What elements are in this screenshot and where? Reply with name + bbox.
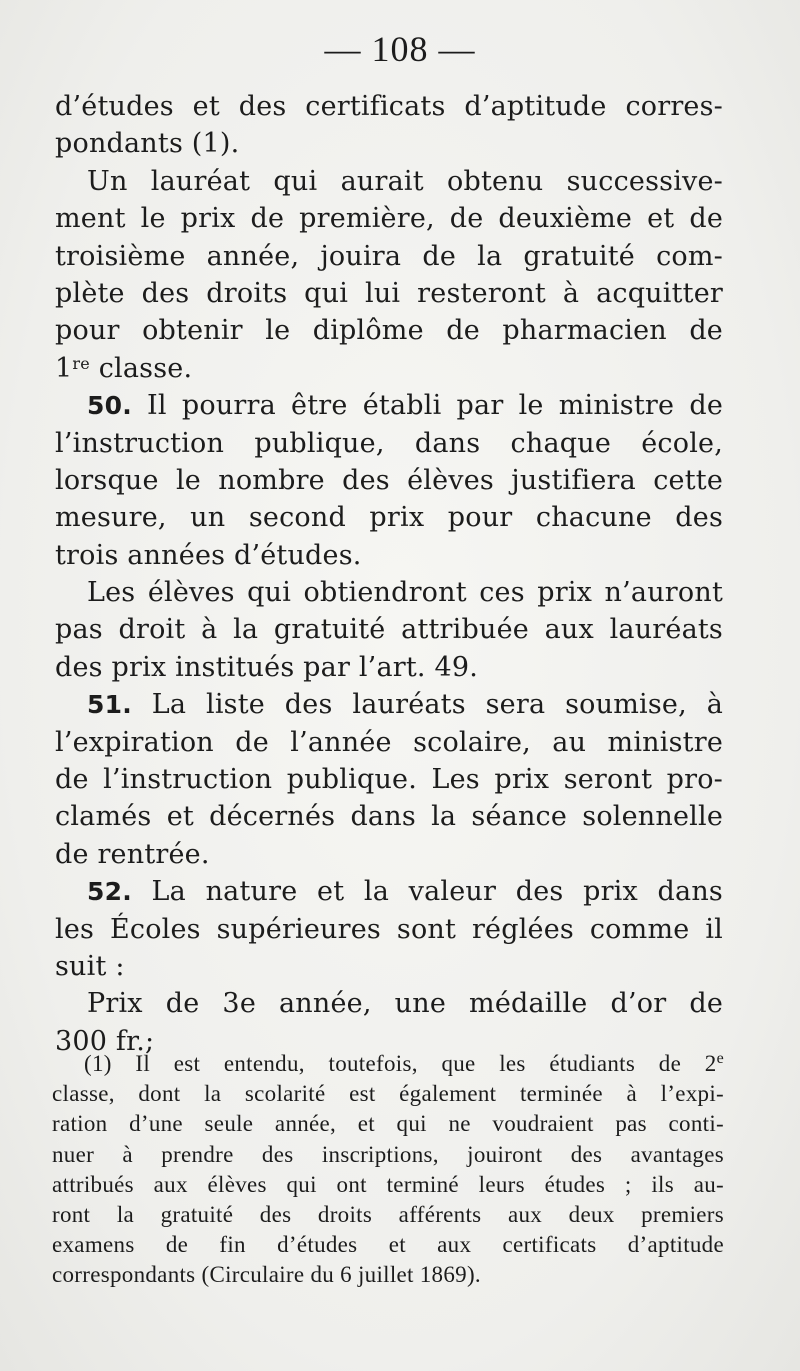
text-fragment: Il pourra être établi par le ministre de bbox=[131, 390, 723, 422]
text-line: pas droit à la gratuité attribuée aux lauréats bbox=[55, 614, 723, 646]
text-fragment: (1) Il est entendu, toutefois, que les étudiants de 2 bbox=[84, 1051, 717, 1076]
text-line: des prix institués par l’art. 49. bbox=[55, 651, 479, 683]
text-line: suit : bbox=[55, 950, 125, 982]
text-line: pondants (1). bbox=[55, 128, 240, 160]
text-line: de rentrée. bbox=[55, 838, 210, 870]
text-line: d’études et des certificats d’aptitude corres- bbox=[55, 91, 723, 122]
article-50-line bbox=[55, 387, 723, 424]
footnote-line: examens de fin d’études et aux certificats d’aptitude bbox=[52, 1232, 724, 1258]
text-line: troisième année, jouira de la gratuité com- bbox=[55, 240, 723, 272]
text-line: lorsque le nombre des élèves justifiera cette bbox=[55, 464, 723, 496]
footnote-line: correspondants (Circulaire du 6 juillet 1869). bbox=[52, 1262, 481, 1288]
article-51-line bbox=[55, 686, 723, 723]
footnote-line: ration d’une seule année, et qui ne voudraient pas conti- bbox=[52, 1111, 724, 1137]
text-line: l’instruction publique, dans chaque école, bbox=[55, 427, 723, 459]
paragraph-first-line: Prix de 3e année, une médaille d’or de bbox=[87, 988, 723, 1020]
text-line: clamés et décernés dans la séance solennelle bbox=[55, 801, 723, 833]
article-number: 52. bbox=[87, 877, 132, 907]
footnote-line: attribués aux élèves qui ont terminé leurs études ; ils au- bbox=[52, 1171, 724, 1197]
main-text bbox=[55, 88, 723, 1060]
text-line: de l’instruction publique. Les prix seront pro- bbox=[55, 764, 723, 796]
footnote bbox=[52, 1049, 724, 1291]
paragraph-first-line: Un lauréat qui aurait obtenu successive- bbox=[87, 165, 723, 197]
ordinal-superscript: e bbox=[716, 1050, 724, 1067]
ordinal-number: 1 bbox=[55, 352, 73, 384]
footnote-line: classe, dont la scolarité est également terminée à l’expi- bbox=[52, 1081, 724, 1107]
text-line: 300 fr.; bbox=[55, 1025, 155, 1057]
text-line: l’expiration de l’année scolaire, au ministre bbox=[55, 726, 723, 758]
footnote-first-line bbox=[52, 1049, 724, 1079]
text-line: trois années d’études. bbox=[55, 539, 362, 571]
text-line bbox=[55, 350, 723, 387]
text-fragment: classe. bbox=[89, 352, 193, 384]
text-line: plète des droits qui lui resteront à acquitter bbox=[55, 277, 723, 309]
text-line: pour obtenir le diplôme de pharmacien de bbox=[55, 315, 723, 347]
ordinal-superscript: re bbox=[72, 353, 90, 373]
text-line: les Écoles supérieures sont réglées comme il bbox=[55, 913, 723, 945]
footnote-line: ront la gratuité des droits afférents aux deux premiers bbox=[52, 1201, 724, 1227]
page-number: — 108 — bbox=[324, 29, 476, 69]
paragraph-first-line: Les élèves qui obtiendront ces prix n’auront bbox=[87, 577, 723, 609]
footnote-line: nuer à prendre des inscriptions, jouiront des avantages bbox=[52, 1141, 724, 1167]
article-number: 51. bbox=[87, 690, 132, 720]
text-line: mesure, un second prix pour chacune des bbox=[55, 502, 723, 534]
text-fragment: La liste des lauréats sera soumise, à bbox=[131, 689, 723, 721]
text-fragment: La nature et la valeur des prix dans bbox=[131, 876, 723, 908]
article-number: 50. bbox=[87, 391, 132, 421]
article-52-line bbox=[55, 873, 723, 910]
text-line: ment le prix de première, de deuxième et de bbox=[55, 203, 723, 235]
